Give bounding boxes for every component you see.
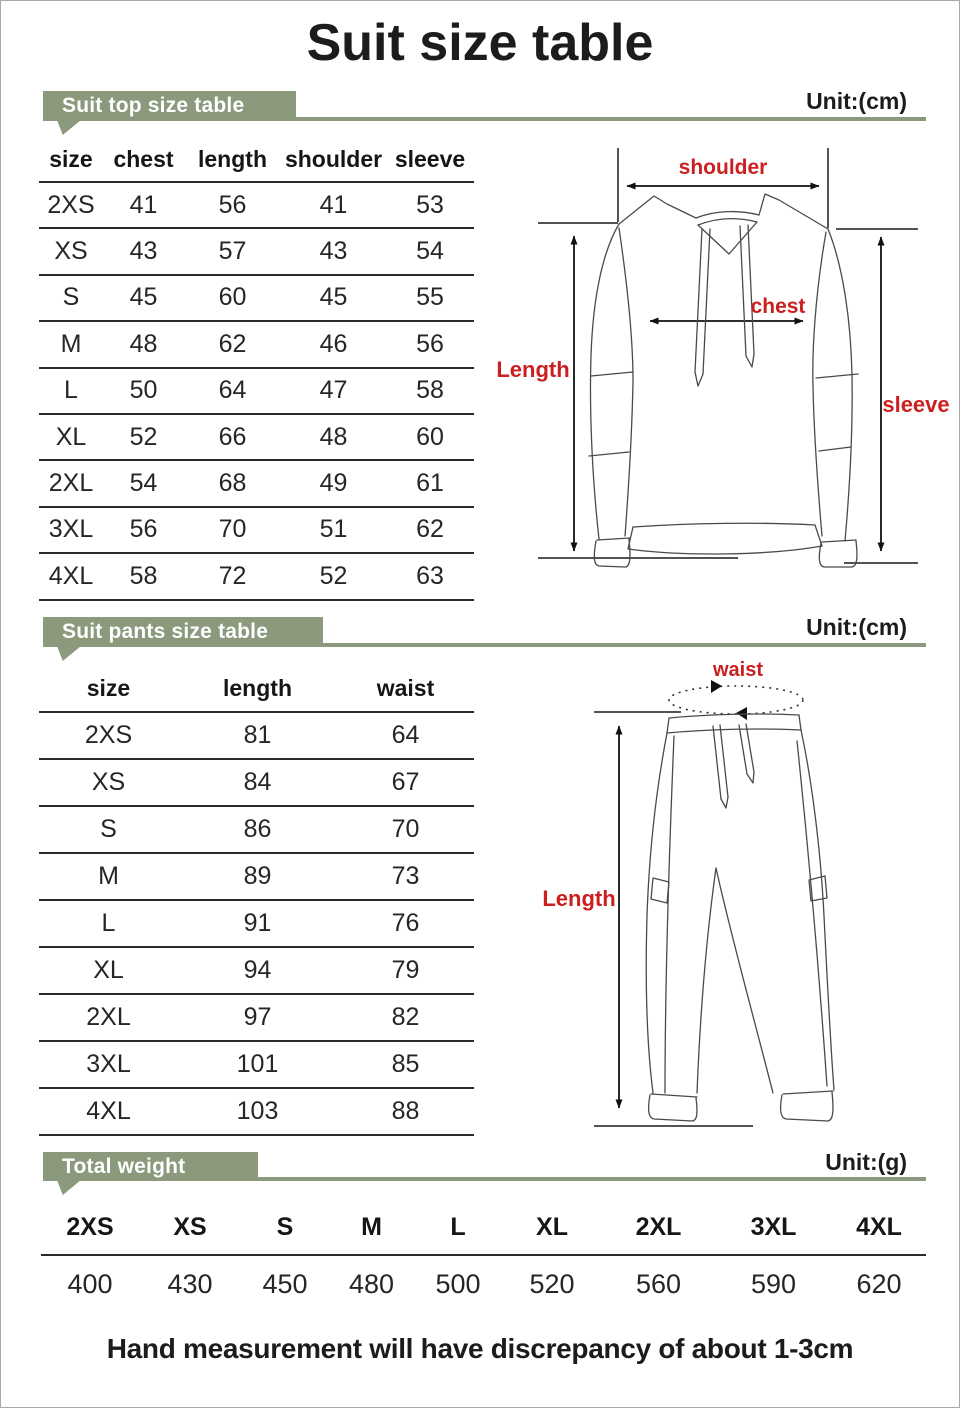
table-cell: 64 bbox=[391, 721, 420, 749]
table-header-cell: S bbox=[276, 1213, 294, 1241]
banner-tail bbox=[57, 646, 81, 661]
table-row bbox=[39, 461, 474, 507]
table-cell: 560 bbox=[635, 1268, 682, 1299]
table-row bbox=[39, 760, 474, 807]
table-cell: 400 bbox=[67, 1268, 113, 1299]
table-cell: 590 bbox=[750, 1268, 797, 1299]
table-header-cell: length bbox=[198, 145, 267, 172]
table-cell: 47 bbox=[319, 376, 348, 405]
table-cell: 2XS bbox=[84, 721, 133, 749]
table-header-cell: shoulder bbox=[284, 145, 383, 172]
table-header-cell: waist bbox=[376, 674, 435, 701]
table-cell: 57 bbox=[218, 237, 247, 266]
table-cell: 2XL bbox=[48, 469, 94, 498]
table-cell: 62 bbox=[218, 329, 247, 358]
table-row bbox=[39, 901, 474, 948]
table-row bbox=[39, 1042, 474, 1089]
waist-ellipse bbox=[669, 686, 803, 714]
table-body bbox=[39, 713, 474, 1136]
pants-diagram bbox=[541, 656, 960, 1141]
table-cell: 88 bbox=[391, 1097, 420, 1125]
section-banner-weight: Total weight bbox=[43, 1152, 258, 1181]
pants-size-table bbox=[39, 665, 474, 1136]
section-banner-top: Suit top size table bbox=[43, 91, 296, 121]
table-cell: 48 bbox=[129, 329, 158, 358]
table-cell: 450 bbox=[262, 1268, 308, 1299]
table-header-row bbox=[39, 665, 474, 713]
table-header-cell: M bbox=[361, 1213, 382, 1241]
table-cell: 56 bbox=[218, 190, 247, 219]
table-cell: 64 bbox=[218, 376, 247, 405]
table-cell: 53 bbox=[416, 190, 444, 219]
table-cell: 49 bbox=[319, 469, 348, 498]
table-cell: 63 bbox=[416, 561, 444, 590]
table-cell: 103 bbox=[236, 1097, 279, 1125]
table-cell: 620 bbox=[856, 1268, 902, 1299]
table-row bbox=[39, 713, 474, 760]
table-cell: 94 bbox=[243, 956, 272, 984]
waist-label: waist bbox=[712, 659, 764, 681]
table-cell: 430 bbox=[167, 1268, 213, 1299]
table-header-cell: L bbox=[450, 1213, 466, 1241]
table-row bbox=[39, 554, 474, 600]
table-cell: 3XL bbox=[86, 1050, 131, 1078]
banner-tail bbox=[57, 1180, 81, 1195]
table-cell: 45 bbox=[129, 283, 158, 312]
weight-sizes-row bbox=[41, 1201, 926, 1256]
table-row bbox=[39, 415, 474, 461]
total-weight-table bbox=[41, 1201, 926, 1312]
table-cell: 4XL bbox=[86, 1097, 131, 1125]
table-cell: XS bbox=[54, 237, 88, 266]
waist-arrowhead bbox=[711, 680, 722, 693]
length-label: Length bbox=[496, 357, 570, 382]
table-cell: XL bbox=[93, 956, 124, 984]
table-cell: 4XL bbox=[48, 561, 94, 590]
table-cell: 67 bbox=[391, 768, 420, 796]
table-cell: 56 bbox=[416, 329, 444, 358]
table-cell: 55 bbox=[416, 283, 444, 312]
table-cell: 70 bbox=[391, 815, 420, 843]
top-size-table bbox=[39, 137, 474, 601]
table-cell: 43 bbox=[129, 237, 158, 266]
table-cell: M bbox=[98, 862, 119, 890]
table-cell: 41 bbox=[129, 190, 158, 219]
table-header-cell: sleeve bbox=[394, 145, 466, 172]
table-cell: 81 bbox=[243, 721, 272, 749]
table-cell: 89 bbox=[243, 862, 272, 890]
table-cell: 48 bbox=[319, 422, 348, 451]
shoulder-label: shoulder bbox=[678, 156, 768, 179]
table-cell: 480 bbox=[348, 1268, 395, 1299]
table-header-cell: size bbox=[86, 674, 131, 701]
banner-tail bbox=[57, 120, 81, 135]
table-cell: 91 bbox=[243, 909, 272, 937]
table-cell: 82 bbox=[391, 1003, 420, 1031]
table-row bbox=[39, 948, 474, 995]
table-cell: S bbox=[62, 283, 80, 312]
table-cell: 58 bbox=[416, 376, 444, 405]
table-cell: 84 bbox=[243, 768, 272, 796]
table-row bbox=[39, 183, 474, 229]
table-row bbox=[39, 369, 474, 415]
table-cell: M bbox=[60, 329, 82, 358]
table-header-cell: length bbox=[223, 674, 292, 701]
table-header-cell: XL bbox=[536, 1213, 568, 1241]
table-cell: 54 bbox=[129, 469, 158, 498]
table-header-cell: 4XL bbox=[856, 1213, 902, 1241]
sleeve-label: sleeve bbox=[882, 392, 950, 417]
table-cell: 54 bbox=[416, 237, 444, 266]
table-cell: 43 bbox=[319, 237, 348, 266]
table-cell: 51 bbox=[319, 515, 348, 544]
table-row bbox=[39, 276, 474, 322]
table-cell: 52 bbox=[319, 561, 348, 590]
chest-label: chest bbox=[750, 295, 806, 318]
table-cell: S bbox=[100, 815, 117, 843]
table-cell: 3XL bbox=[48, 515, 94, 544]
table-cell: 41 bbox=[319, 190, 348, 219]
table-row bbox=[39, 995, 474, 1042]
length-label: Length bbox=[542, 886, 616, 911]
table-cell: XS bbox=[91, 768, 126, 796]
hoodie-drawing bbox=[589, 194, 858, 567]
table-cell: 500 bbox=[435, 1268, 481, 1299]
table-cell: 45 bbox=[319, 283, 348, 312]
table-header-cell: 3XL bbox=[750, 1213, 797, 1241]
table-cell: 66 bbox=[218, 422, 247, 451]
table-cell: 101 bbox=[236, 1050, 279, 1078]
table-cell: 68 bbox=[218, 469, 247, 498]
table-row bbox=[39, 322, 474, 368]
table-cell: 58 bbox=[129, 561, 158, 590]
table-cell: 62 bbox=[416, 515, 444, 544]
table-cell: 76 bbox=[391, 909, 420, 937]
table-cell: 97 bbox=[243, 1003, 272, 1031]
measurement-note: Hand measurement will have discrepancy of about 1-3cm bbox=[106, 1333, 854, 1364]
pants-drawing bbox=[646, 714, 834, 1121]
page-title: Suit size table bbox=[306, 14, 654, 72]
table-cell: L bbox=[64, 376, 78, 405]
weight-values-row bbox=[41, 1256, 926, 1312]
table-cell: 85 bbox=[391, 1050, 420, 1078]
unit-label-top: Unit:(cm) bbox=[806, 88, 907, 114]
table-cell: L bbox=[101, 909, 116, 937]
table-cell: 2XL bbox=[86, 1003, 131, 1031]
table-cell: 52 bbox=[129, 422, 158, 451]
unit-label-pants: Unit:(cm) bbox=[806, 614, 907, 640]
section-banner-pants: Suit pants size table bbox=[43, 617, 323, 647]
table-header-cell: 2XL bbox=[635, 1213, 682, 1241]
table-cell: 56 bbox=[129, 515, 158, 544]
table-cell: XL bbox=[55, 422, 87, 451]
table-cell: 60 bbox=[416, 422, 444, 451]
table-row bbox=[39, 508, 474, 554]
table-row bbox=[39, 1089, 474, 1136]
table-row bbox=[39, 229, 474, 275]
hoodie-diagram bbox=[481, 136, 960, 611]
table-cell: 61 bbox=[416, 469, 444, 498]
table-header-row bbox=[39, 137, 474, 183]
table-body bbox=[39, 183, 474, 601]
table-cell: 46 bbox=[319, 329, 348, 358]
table-cell: 520 bbox=[529, 1268, 575, 1299]
table-row bbox=[39, 807, 474, 854]
table-cell: 72 bbox=[218, 561, 247, 590]
table-header-cell: size bbox=[49, 145, 93, 172]
table-header-cell: 2XS bbox=[66, 1213, 114, 1241]
table-cell: 79 bbox=[391, 956, 420, 984]
table-header-cell: XS bbox=[173, 1213, 207, 1241]
table-cell: 86 bbox=[243, 815, 272, 843]
table-cell: 60 bbox=[218, 283, 247, 312]
table-cell: 73 bbox=[391, 862, 420, 890]
table-header-cell: chest bbox=[113, 145, 174, 172]
unit-label-weight: Unit:(g) bbox=[825, 1149, 907, 1175]
table-cell: 2XS bbox=[47, 190, 95, 219]
table-row bbox=[39, 854, 474, 901]
table-cell: 50 bbox=[129, 376, 158, 405]
table-cell: 70 bbox=[218, 515, 247, 544]
